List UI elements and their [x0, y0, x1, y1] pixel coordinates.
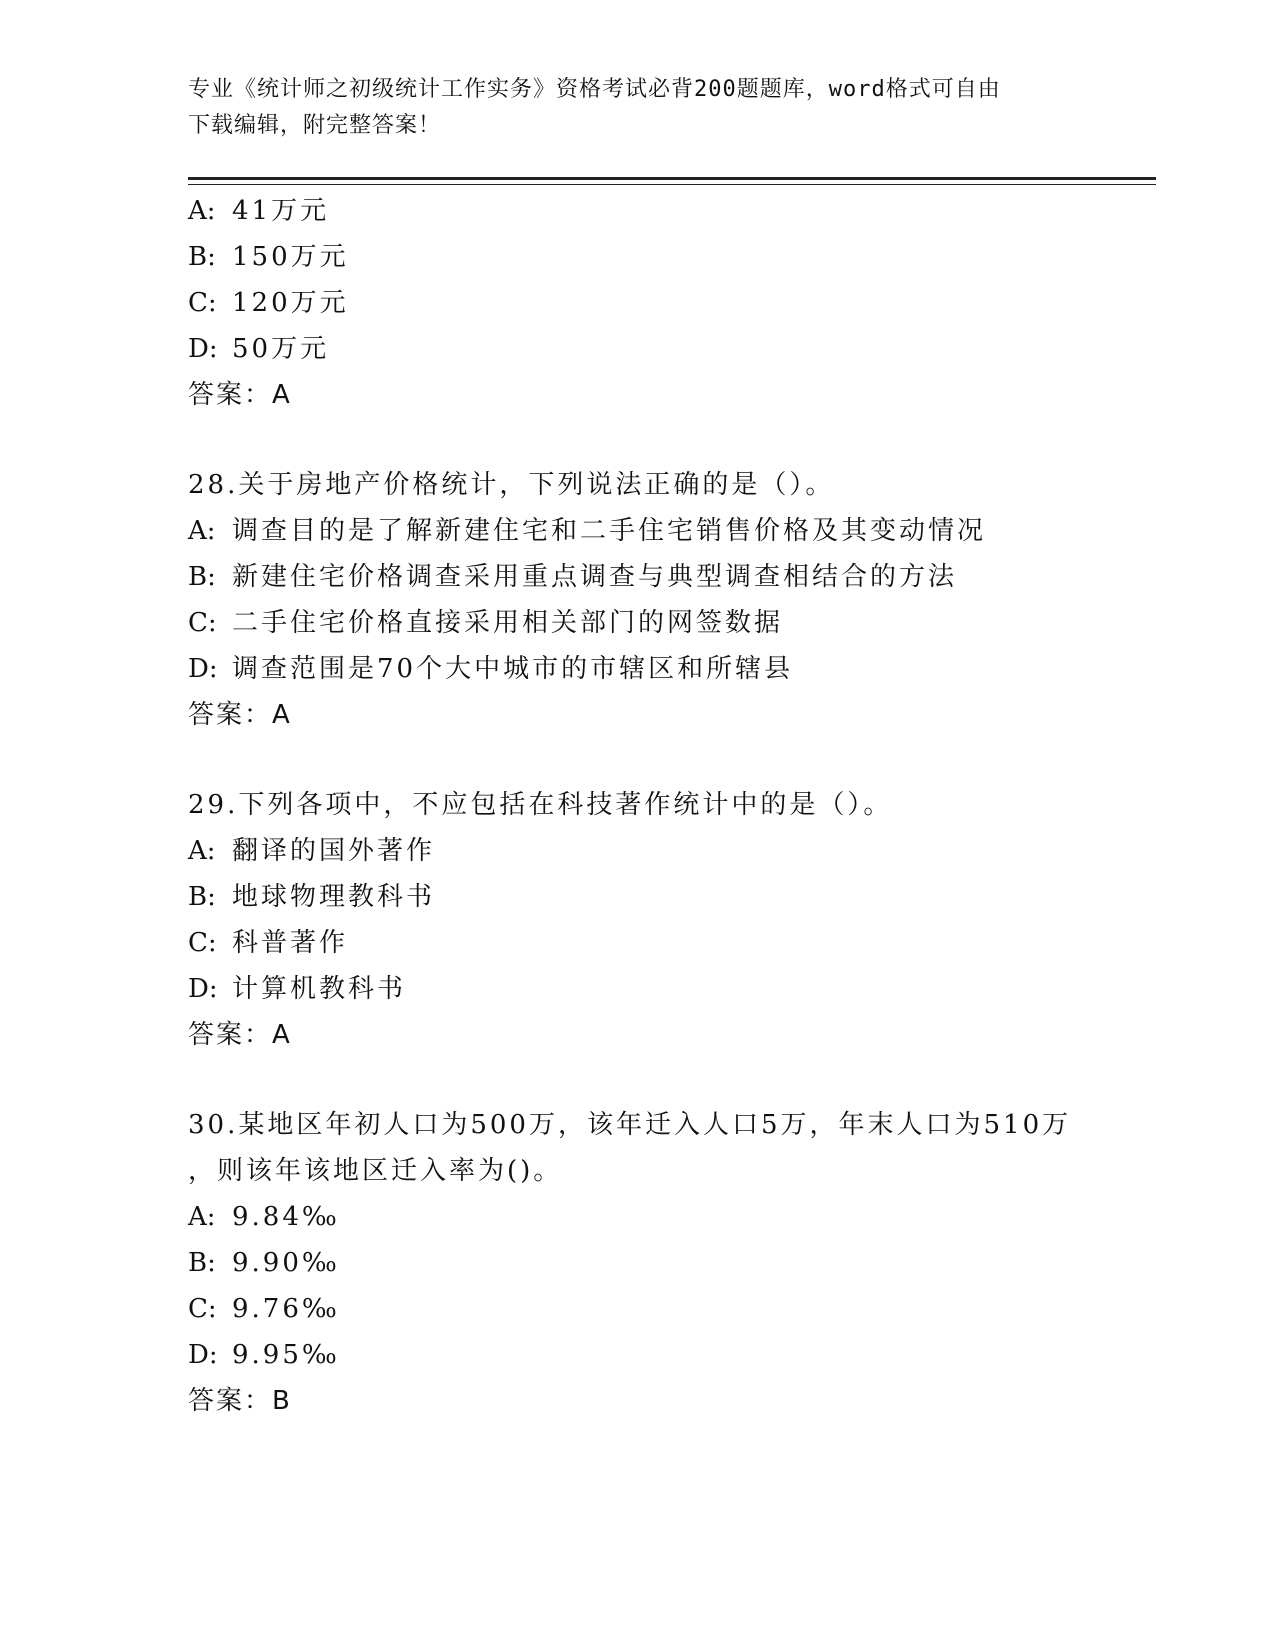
question-stem-line-1: 30.某地区年初人口为500万，该年迁入人口5万，年末人口为510万 [188, 1110, 1072, 1140]
option-label: A: [188, 196, 216, 226]
option-text: 二手住宅价格直接采用相关部门的网签数据 [232, 608, 784, 638]
option-text: 翻译的国外著作 [232, 836, 436, 866]
option-text: 调查范围是70个大中城市的市辖区和所辖县 [232, 654, 794, 684]
question-stem: 29.下列各项中，不应包括在科技著作统计中的是（）。 [188, 790, 893, 820]
option-label: D: [188, 1340, 218, 1370]
answer-line: 答案：B [188, 1386, 292, 1416]
option-text: 9.90‰ [232, 1248, 340, 1278]
answer-line: 答案：A [188, 700, 292, 730]
option-label: C: [188, 928, 217, 958]
option-b [188, 234, 1148, 280]
option-b [188, 554, 1148, 600]
option-label: B: [188, 1248, 216, 1278]
answer-line: 答案：A [188, 1020, 292, 1050]
document-header [188, 72, 1088, 144]
option-d [188, 646, 1148, 692]
option-b [188, 874, 1148, 920]
option-text: 41万元 [232, 196, 330, 226]
option-b [188, 1240, 1148, 1286]
option-text: 科普著作 [232, 928, 349, 958]
option-label: C: [188, 288, 217, 318]
option-text: 地球物理教科书 [232, 882, 436, 912]
option-text: 9.84‰ [232, 1202, 340, 1232]
option-label: B: [188, 562, 216, 592]
option-c [188, 280, 1148, 326]
option-text: 新建住宅价格调查采用重点调查与典型调查相结合的方法 [232, 562, 958, 592]
option-c [188, 600, 1148, 646]
question-block-28 [188, 462, 1148, 738]
option-label: D: [188, 334, 218, 364]
header-title-line-1: 专业《统计师之初级统计工作实务》资格考试必背200题题库，word格式可自由 [188, 77, 1001, 102]
option-label: A: [188, 836, 216, 866]
option-text: 120万元 [232, 288, 349, 318]
option-label: A: [188, 1202, 216, 1232]
option-text: 9.76‰ [232, 1294, 340, 1324]
spacer [188, 418, 1148, 462]
option-a [188, 1194, 1148, 1240]
option-c [188, 920, 1148, 966]
spacer [188, 1058, 1148, 1102]
option-text: 9.95‰ [232, 1340, 340, 1370]
option-label: D: [188, 654, 218, 684]
option-d [188, 966, 1148, 1012]
option-text: 50万元 [232, 334, 330, 364]
header-divider-thin [188, 184, 1156, 185]
option-label: C: [188, 608, 217, 638]
option-d [188, 1332, 1148, 1378]
question-block-29 [188, 782, 1148, 1058]
option-text: 150万元 [232, 242, 349, 272]
option-a [188, 828, 1148, 874]
option-d [188, 326, 1148, 372]
option-text: 计算机教科书 [232, 974, 407, 1004]
answer-line: 答案：A [188, 380, 292, 410]
option-text: 调查目的是了解新建住宅和二手住宅销售价格及其变动情况 [232, 516, 987, 546]
option-label: B: [188, 242, 216, 272]
option-a [188, 508, 1148, 554]
question-list [188, 188, 1148, 1424]
question-block-27 [188, 188, 1148, 418]
header-divider-thick [188, 177, 1156, 180]
option-label: A: [188, 516, 216, 546]
spacer [188, 738, 1148, 782]
option-a [188, 188, 1148, 234]
option-label: B: [188, 882, 216, 912]
header-title-line-2: 下载编辑，附完整答案！ [188, 113, 442, 138]
question-stem: 28.关于房地产价格统计，下列说法正确的是（）。 [188, 470, 835, 500]
option-c [188, 1286, 1148, 1332]
question-stem-line-2: ，则该年该地区迁入率为()。 [188, 1156, 563, 1186]
question-block-30 [188, 1102, 1148, 1424]
option-label: D: [188, 974, 218, 1004]
option-label: C: [188, 1294, 217, 1324]
